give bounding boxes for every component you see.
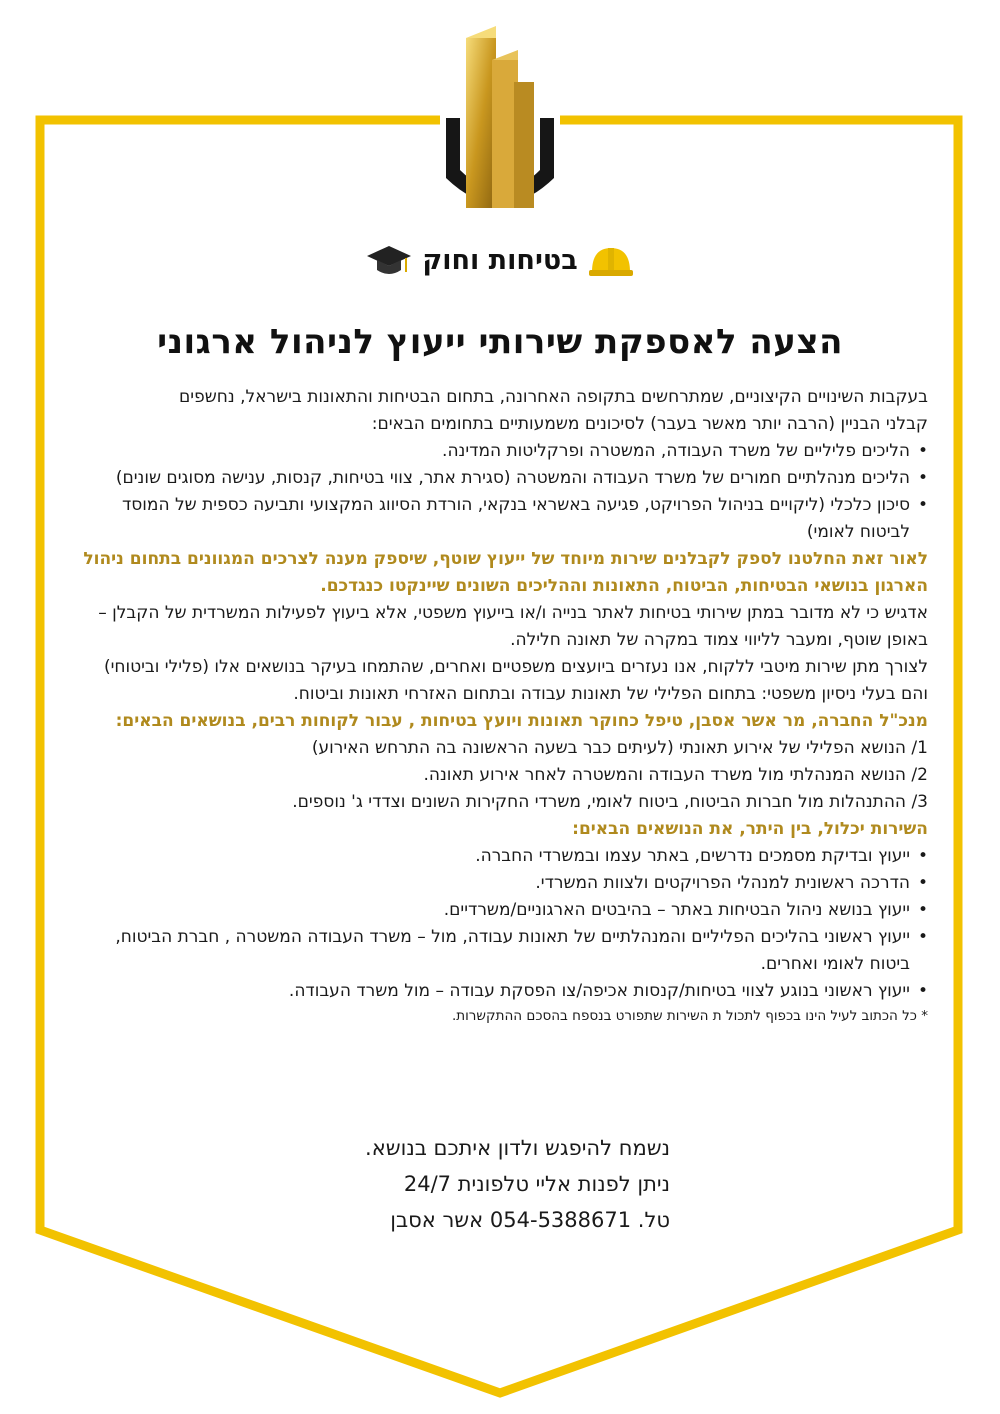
decision-line: לאור זאת החלטנו לספק לקבלנים שירות מיוחד של ייעוץ שוטף, שיספק מענה לצרכים המגוונים בתחום ניהול bbox=[83, 549, 928, 569]
intro-line: קבלני הבניין (הרבה יותר מאשר בעבר) לסיכונים משמעותיים בתחומים הבאים: bbox=[371, 414, 928, 434]
ceo-heading: מנכ"ל החברה, מר אשר אסבן, טיפל כחוקר תאונות ויועץ בטיחות , עבור לקוחות רבים, בנושאים הבאים: bbox=[115, 711, 928, 731]
brand-name: בטיחות וחוק bbox=[422, 244, 578, 276]
service-item: • הדרכה ראשונית למנהלי הפרויקטים ולצוות המשרדי. bbox=[72, 870, 928, 897]
document-body bbox=[72, 384, 928, 1027]
page-title: הצעה לאספקת שירותי ייעוץ לניהול ארגוני bbox=[157, 322, 843, 362]
closing-contact: טל. 054-5388671 אשר אסבן bbox=[390, 1208, 670, 1232]
closing-block bbox=[300, 1130, 670, 1238]
tower-left bbox=[466, 38, 496, 208]
service-item: • ייעוץ ובדיקת מסמכים נדרשים, באתר עצמו ובמשרדי החברה. bbox=[72, 843, 928, 870]
ceo-item: 2/ הנושא המנהלתי מול משרד העבודה והמשטרה לאחר אירוע תאונה. bbox=[423, 765, 928, 785]
decision-line: הארגון בנושאי הבטיחות, הביטוח, התאונות וההליכים השונים שיינקטו כנגדכם. bbox=[320, 576, 928, 596]
risk-item: • הליכים מנהלתיים חמורים של משרד העבודה והמשטרה (סגירת אתר, צווי בטיחות, קנסות, ענישה מסוגים שונים) bbox=[72, 465, 928, 492]
building-shield-logo-icon bbox=[440, 20, 560, 238]
services-heading: השירות יכלול, בין היתר, את הנושאים הבאים: bbox=[572, 819, 928, 839]
service-item: • ייעוץ ראשוני בנוגע לצווי בטיחות/קנסות אכיפה/צו הפסקת עבודה – מול משרד העבודה. bbox=[72, 978, 928, 1005]
risk-item: • סיכון כלכלי (ליקויים בניהול הפרויקט, פגיעה באשראי בנקאי, הורדת הסיווג המקצועי ותביעה כספית של המוסד לביטוח לאומי) bbox=[72, 492, 928, 546]
intro-line: בעקבות השינויים הקיצוניים, שמתרחשים בתקופה האחרונה, בתחום הבטיחות והתאונות בישראל, נחשפים bbox=[179, 387, 928, 407]
footnote: * כל הכתוב לעיל הינו בכפוף לתכול ת השירות שתפורט בנספח בהסכם ההתקשרות. bbox=[451, 1008, 928, 1024]
service-item: • ייעוץ בנושא ניהול הבטיחות באתר – בהיבטים הארגוניים/משרדיים. bbox=[72, 897, 928, 924]
service-item: • ייעוץ ראשוני בהליכים הפליליים והמנהלתיים של תאונות עבודה, מול – משרד העבודה המשטרה , חברת הביטוח, ביטוח לאומי ואחרים. bbox=[72, 924, 928, 978]
graduation-cap-icon bbox=[366, 240, 412, 280]
advisors-line: והם בעלי ניסיון משפטי: בתחום הפלילי של תאונות עבודה ובתחום האזרחי תאונות וביטוח. bbox=[293, 684, 928, 704]
risk-item: • הליכים פליליים של משרד העבודה, המשטרה ופרקליטות המדינה. bbox=[72, 438, 928, 465]
tower-top bbox=[466, 26, 496, 38]
closing-line: נשמח להיפגש ולדון איתכם בנושא. bbox=[365, 1136, 670, 1160]
brand-row bbox=[360, 236, 640, 284]
hard-hat-icon bbox=[588, 240, 634, 280]
tower-right bbox=[514, 82, 534, 208]
ceo-item: 1/ הנושא הפלילי של אירוע תאונתי (לעיתים כבר בשעה הראשונה בה התרחש האירוע) bbox=[311, 738, 928, 758]
ceo-item: 3/ ההתנהלות מול חברות הביטוח, ביטוח לאומי, משרדי החקירות השונים וצדדי ג' נוספים. bbox=[292, 792, 928, 812]
emphasis-line: אדגיש כי לא מדובר במתן שירותי בטיחות לאתר בנייה ו/או בייעוץ משפטי, אלא ביעוץ לפעילות המשרדית של הקבלן – bbox=[98, 603, 928, 623]
closing-line: ניתן לפנות אליי טלפונית 24/7 bbox=[403, 1172, 670, 1196]
emphasis-line: באופן שוטף, ומעבר לליווי צמוד במקרה של תאונה חלילה. bbox=[510, 630, 928, 650]
advisors-line: לצורך מתן שירות מיטבי ללקוח, אנו נעזרים ביועצים משפטיים ואחרים, שהתמחו בעיקר בנושאים אלו (פלילי וביטוחי) bbox=[103, 657, 928, 677]
